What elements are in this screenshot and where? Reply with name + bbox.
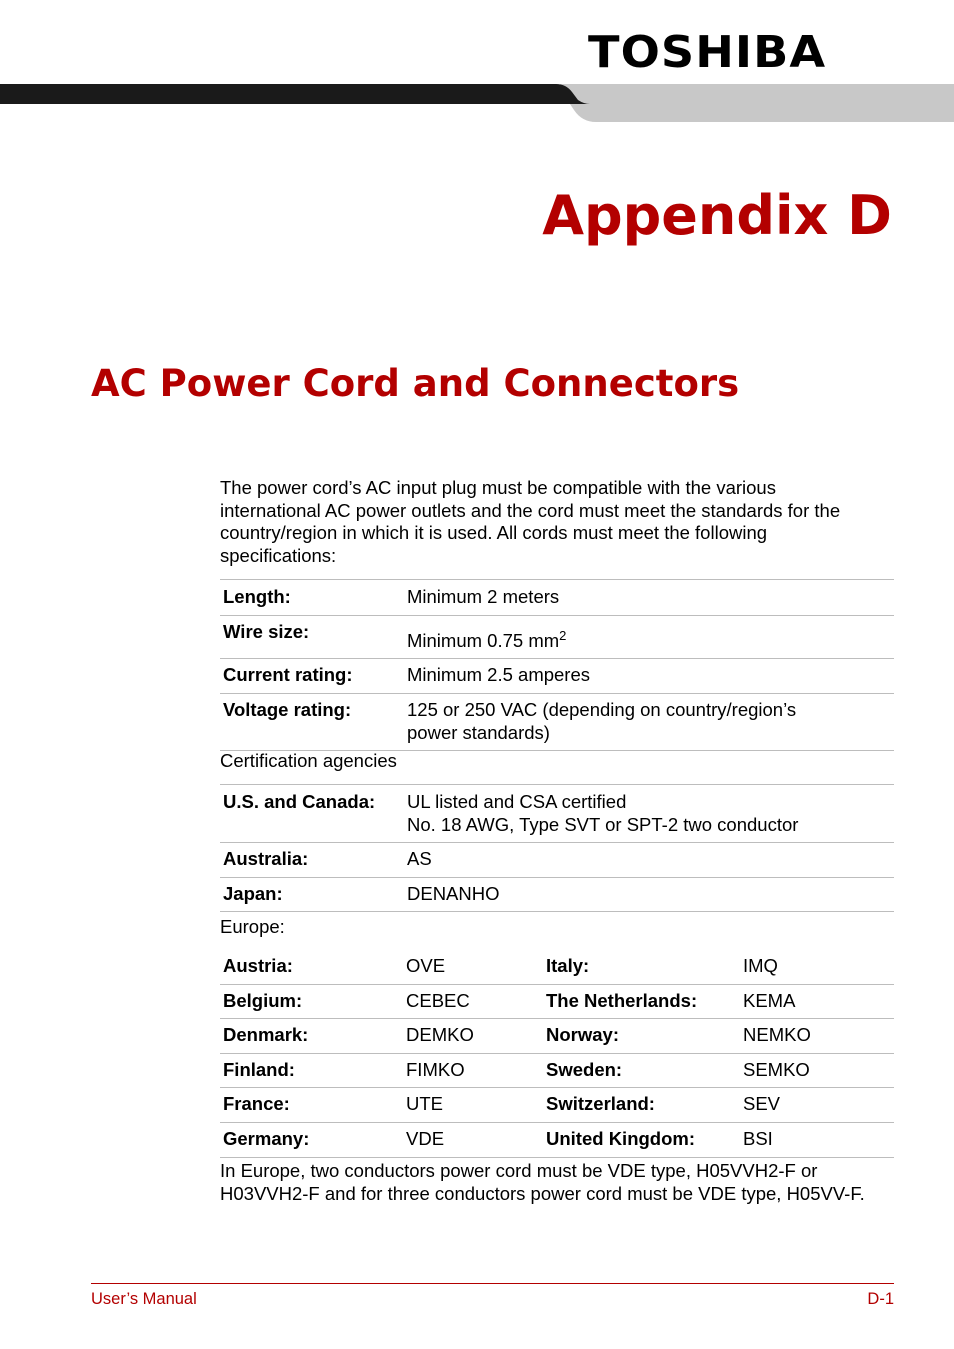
table-row xyxy=(220,984,894,1019)
agency-value: DEMKO xyxy=(406,1019,543,1054)
spec-value: Minimum 2 meters xyxy=(407,580,894,616)
agencies-table xyxy=(220,784,894,912)
country-label: Italy: xyxy=(546,955,590,976)
agency-label: Japan: xyxy=(220,877,407,912)
agency-value-line: No. 18 AWG, Type SVT or SPT-2 two conductor xyxy=(407,813,799,835)
agency-value: UTE xyxy=(406,1088,543,1123)
spec-label: Length: xyxy=(220,580,407,616)
agency-value xyxy=(407,785,894,843)
agency-value: BSI xyxy=(743,1122,894,1157)
agency-value: KEMA xyxy=(743,984,894,1019)
table-row xyxy=(220,659,894,694)
table-row xyxy=(220,877,894,912)
agency-value: AS xyxy=(407,843,894,878)
country-label: Austria: xyxy=(223,955,293,976)
spec-value-line: power standards) xyxy=(407,721,550,743)
specs-table xyxy=(220,579,894,751)
country-label: France: xyxy=(220,1088,406,1123)
certification-heading: Certification agencies xyxy=(220,750,397,771)
agency-label: Australia: xyxy=(220,843,407,878)
header-banner xyxy=(0,84,954,124)
country-label: Denmark: xyxy=(220,1019,406,1054)
agency-value: NEMKO xyxy=(743,1019,894,1054)
agency-value: VDE xyxy=(406,1122,543,1157)
footer-manual-title: User’s Manual xyxy=(91,1290,197,1308)
section-title: AC Power Cord and Connectors xyxy=(91,362,740,405)
europe-note: In Europe, two conductors power cord must be VDE type, H05VVH2-F or H03VVH2-F and for three conductors power cord must be VDE type, H05VV-F. xyxy=(220,1160,865,1204)
spec-value-line: 125 or 250 VAC (depending on country/region’s xyxy=(407,698,797,720)
spec-label: Current rating: xyxy=(220,659,407,694)
agency-value: SEMKO xyxy=(743,1053,894,1088)
spec-value-text: Minimum 0.75 mm xyxy=(407,629,560,651)
table-row xyxy=(220,785,894,843)
table-row xyxy=(220,1019,894,1054)
table-row xyxy=(220,615,894,659)
superscript: 2 xyxy=(559,627,567,643)
agency-value: IMQ xyxy=(743,955,778,976)
table-row xyxy=(220,954,894,984)
agency-value: SEV xyxy=(743,1088,894,1123)
country-label: Belgium: xyxy=(220,984,406,1019)
country-label: Norway: xyxy=(543,1019,743,1054)
agency-value: DENANHO xyxy=(407,877,894,912)
country-label: Switzerland: xyxy=(543,1088,743,1123)
banner-dark-band xyxy=(0,84,590,104)
country-label: Finland: xyxy=(220,1053,406,1088)
europe-table xyxy=(220,954,894,1158)
agency-value-line: UL listed and CSA certified xyxy=(407,791,627,812)
spec-value xyxy=(407,615,894,659)
agency-value: OVE xyxy=(406,955,446,976)
europe-heading: Europe: xyxy=(220,916,285,937)
footer-divider xyxy=(91,1283,894,1284)
agency-value: CEBEC xyxy=(406,984,543,1019)
country-label: United Kingdom: xyxy=(543,1122,743,1157)
intro-paragraph: The power cord’s AC input plug must be compatible with the various international AC power outlets and the cord must meet the standards for the country/region in which it is used. All cords must meet the following specifications: xyxy=(220,477,841,566)
country-label: The Netherlands: xyxy=(543,984,743,1019)
table-row xyxy=(220,1088,894,1123)
table-row xyxy=(220,843,894,878)
spec-label: Voltage rating: xyxy=(220,693,407,750)
banner-light-band xyxy=(560,84,954,122)
table-row xyxy=(220,580,894,616)
toshiba-logo: TOSHIBA xyxy=(588,27,827,78)
spec-value xyxy=(407,693,894,750)
country-label: Germany: xyxy=(220,1122,406,1157)
table-row xyxy=(220,1053,894,1088)
table-row xyxy=(220,693,894,750)
spec-label: Wire size: xyxy=(220,615,407,659)
table-row xyxy=(220,1122,894,1157)
country-label: Sweden: xyxy=(543,1053,743,1088)
agency-label: U.S. and Canada: xyxy=(220,785,407,843)
agency-value: FIMKO xyxy=(406,1053,543,1088)
chapter-title: Appendix D xyxy=(542,184,892,247)
spec-value: Minimum 2.5 amperes xyxy=(407,659,894,694)
footer-page-number: D-1 xyxy=(867,1290,894,1308)
